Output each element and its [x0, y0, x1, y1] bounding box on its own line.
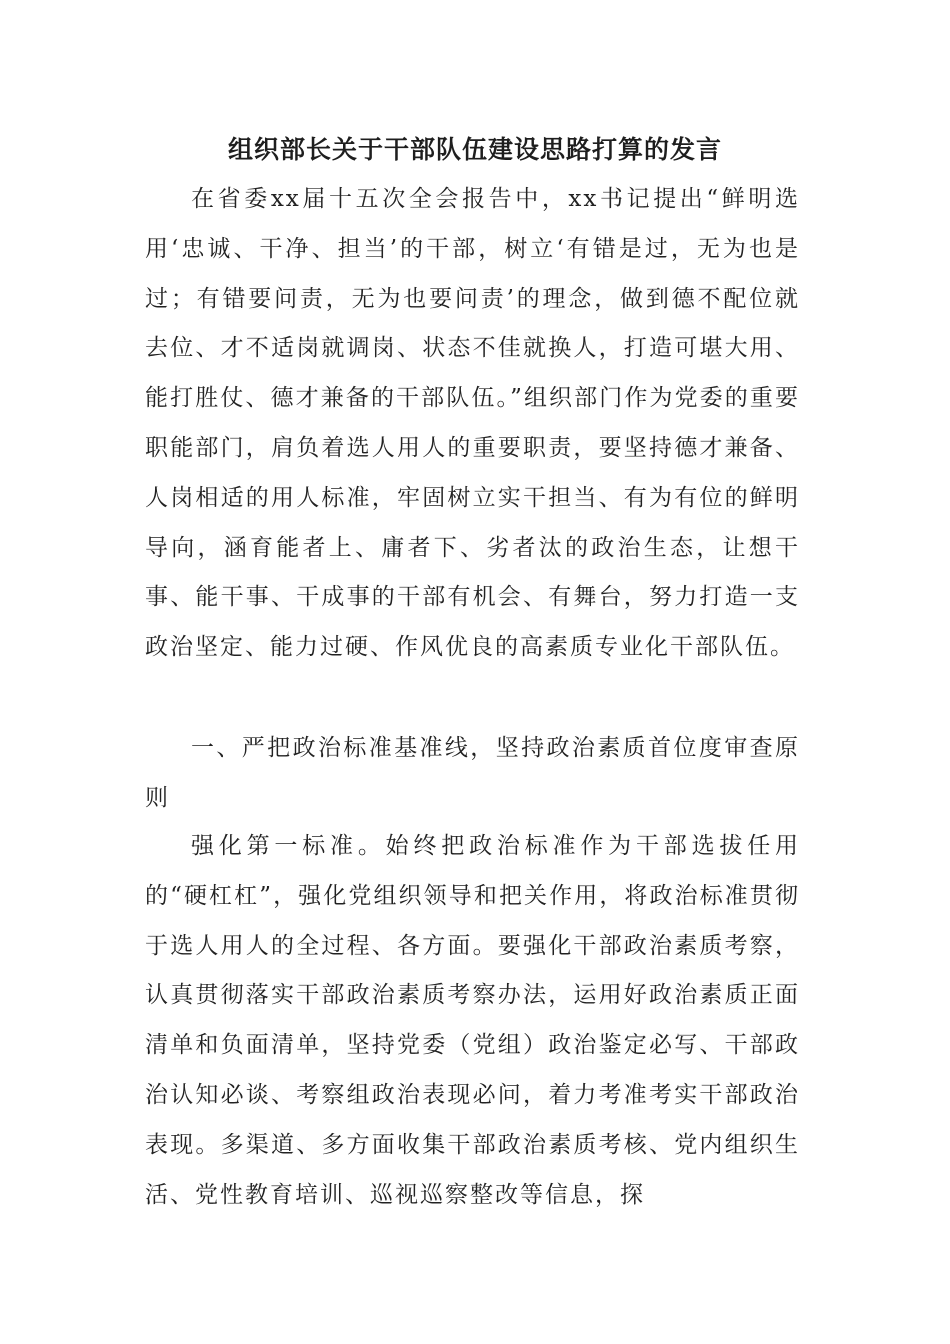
- section-heading-1: 一、严把政治标准基准线，坚持政治素质首位度审查原则: [145, 735, 800, 811]
- paragraph-intro: 在省委xx届十五次全会报告中，xx书记提出“鲜明选用‘忠诚、干净、担当’的干部，树立‘有错是过，无为也是过；有错要问责，无为也要问责’的理念，做到德不配位就去位、才不适岗就调岗、状态不佳就换人，打造可堪大用、能打胜仗、德才兼备的干部队伍。”组织部门作为党委的重要职能部门，肩负着选人用人的重要职责，要坚持德才兼备、人岗相适的用人标准，牢固树立实干担当、有为有位的鲜明导向，涵育能者上、庸者下、劣者汰的政治生态，让想干事、能干事、干成事的干部有机会、有舞台，努力打造一支政治坚定、能力过硬、作风优良的高素质专业化干部队伍。: [145, 186, 800, 661]
- document-title: 组织部长关于干部队伍建设思路打算的发言: [227, 135, 722, 164]
- paragraph-first-standard: 强化第一标准。始终把政治标准作为干部选拔任用的“硬杠杠”，强化党组织领导和把关作用，将政治标准贯彻于选人用人的全过程、各方面。要强化干部政治素质考察，认真贯彻落实干部政治素质考察办法，运用好政治素质正面清单和负面清单，坚持党委（党组）政治鉴定必写、干部政治认知必谈、考察组政治表现必问，着力考准考实干部政治表现。多渠道、多方面收集干部政治素质考核、党内组织生活、党性教育培训、巡视巡察整改等信息，探: [145, 833, 800, 1208]
